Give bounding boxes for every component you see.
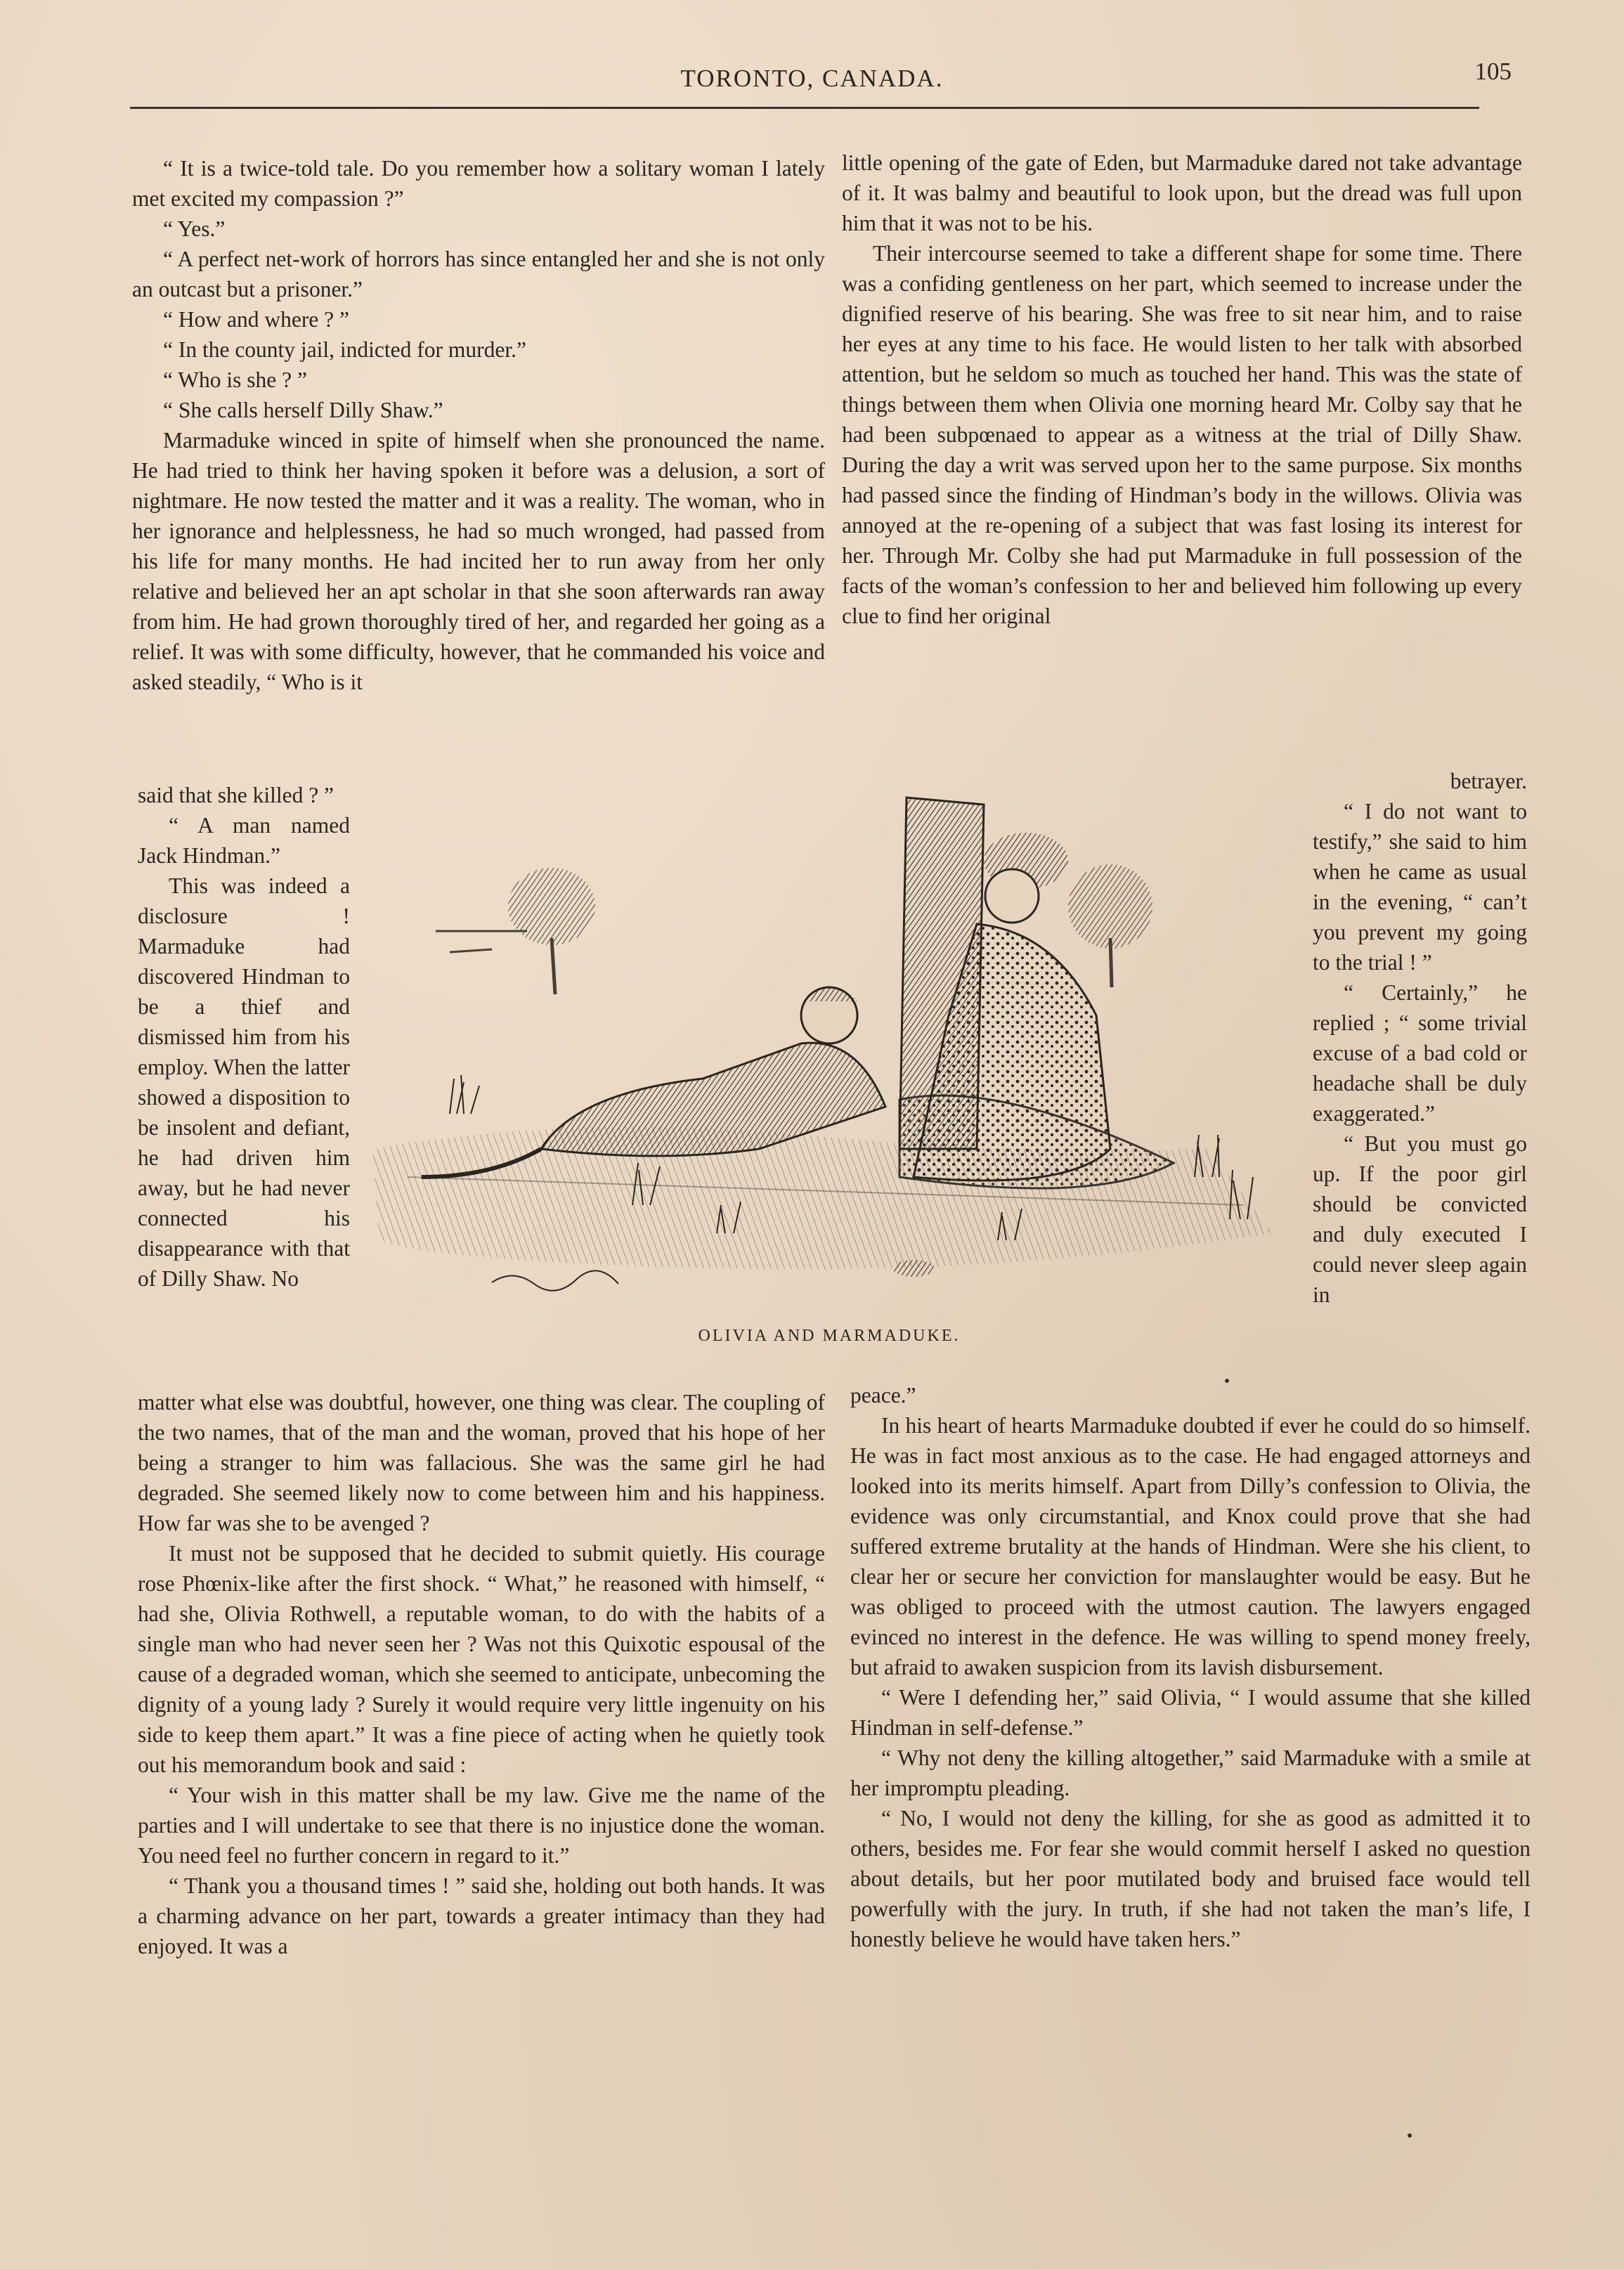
paragraph: “ It is a twice-told tale. Do you remember how a solitary woman I lately met excited my compassion ?”	[132, 156, 825, 211]
stray-mark	[1225, 1379, 1229, 1383]
paragraph: matter what else was doubtful, however, one thing was clear. The coupling of the two names, that of the man and the woman, proved that his hope of her being a stranger to him was fallacious. She was the same girl he had degraded. She seemed likely now to come between him and his happiness. How far was she to be avenged ?	[138, 1390, 825, 1535]
stray-mark	[1408, 2133, 1412, 2138]
paragraph: “ Certainly,” he replied ; “ some trivial excuse of a bad cold or headache shall be duly exaggerated.”	[1313, 980, 1527, 1126]
page-number: 105	[1474, 58, 1512, 85]
paragraph: “ No, I would not deny the killing, for she as good as admitted it to others, besides me. For fear she would commit herself I asked no question about details, but her poor mutilated body and bruised face would tell powerfully with the jury. In truth, if she had not taken the man’s life, I honestly believe he would have taken hers.”	[850, 1806, 1531, 1951]
paragraph: “ Yes.”	[163, 216, 226, 241]
header-rule	[130, 107, 1479, 109]
paragraph: little opening of the gate of Eden, but Marmaduke dared not take advantage of it. It was balmy and beautiful to look upon, but the dread was full upon him that it was not to be his.	[842, 150, 1522, 235]
paragraph: “ She calls herself Dilly Shaw.”	[163, 398, 443, 422]
paragraph: “ A perfect net-work of horrors has since entangled her and she is not only an outcast but a prisoner.”	[132, 247, 825, 301]
running-header: TORONTO, CANADA.	[680, 65, 944, 92]
paragraph: This was indeed a disclosure ! Marmaduke had discovered Hindman to be a thief and dismissed him from his employ. When the latter showed a disposition to be insolent and defiant, he had driven him away, but he had never connected his disappearance with that of Dilly Shaw. No	[138, 873, 350, 1291]
paragraph: It must not be supposed that he decided to submit quietly. His courage rose Phœnix-like after the first shock. “ What,” he reasoned with himself, “ had she, Olivia Rothwell, a reputable woman, to do with the habits of a single man who had never seen her ? Was not this Quixotic espousal of the cause of a degraded woman, which she seemed to anticipate, unbecoming the dignity of a young lady ? Surely it would require very little ingenuity on his side to keep them apart.” It was a fine piece of acting when he quietly took out his memorandum book and said :	[138, 1541, 825, 1777]
paragraph: Marmaduke winced in spite of himself when she pronounced the name. He had tried to think her having spoken it before was a delusion, a sort of nightmare. He now tested the matter and it was a reality. The woman, who in her ignorance and helplessness, he had so much wronged, had passed from his life for many months. He had incited her to run away from her only relative and believed her an apt scholar in that she soon afterwards ran away from him. He had grown thoroughly tired of her, and regarded her going as a relief. It was with some difficulty, however, that he commanded his voice and asked steadily, “ Who is it	[132, 428, 825, 694]
right-column-top	[842, 148, 1522, 631]
left-column-top	[132, 153, 825, 697]
paragraph: “ How and where ? ”	[163, 307, 349, 332]
paragraph: “ But you must go up. If the poor girl should be convicted and duly executed I could never sleep again in	[1313, 1131, 1527, 1307]
paragraph: said that she killed ? ”	[138, 783, 334, 807]
engraving-couple-under-tree-icon	[365, 784, 1293, 1318]
left-column-bottom	[138, 1387, 825, 1961]
illustration-caption: OLIVIA AND MARMADUKE.	[698, 1327, 961, 1345]
paragraph: In his heart of hearts Marmaduke doubted if ever he could do so himself. He was in fact most anxious as to the case. He had engaged attorneys and looked into its merits himself. Apart from Dilly’s confession to Olivia, the evidence was only circumstantial, and Knox could prove that she had suffered extreme brutality at the hands of Hindman. Were she his client, to clear her or secure her conviction for manslaughter would be easy. But he was obliged to proceed with the utmost caution. The lawyers engaged evinced no interest in the defence. He was willing to spend money freely, but afraid to awaken suspicion from its lavish disbursement.	[850, 1413, 1531, 1679]
paragraph: “ Thank you a thousand times ! ” said she, holding out both hands. It was a charming advance on her part, towards a greater intimacy than they had enjoyed. It was a	[138, 1873, 825, 1958]
paragraph: “ Were I defending her,” said Olivia, “ I would assume that she killed Hindman in self-defense.”	[850, 1685, 1531, 1740]
paragraph: peace.”	[850, 1383, 916, 1407]
paragraph: Their intercourse seemed to take a different shape for some time. There was a confiding gentleness on her part, which seemed to increase under the dignified reserve of his bearing. She was free to sit near him, and to raise her eyes at any time to his face. He would listen to her talk with absorbed attention, but he seldom so much as touched her hand. This was the state of things between them when Olivia one morning heard Mr. Colby say that he had been subpœnaed to appear as a witness at the trial of Dilly Shaw. During the day a writ was served upon her to the same purpose. Six months had passed since the finding of Hindman’s body in the willows. Olivia was annoyed at the re-opening of a subject that was fast losing its interest for her. Through Mr. Colby she had put Marmaduke in full possession of the facts of the woman’s confession to her and believed him following up every clue to find her original	[842, 241, 1522, 628]
paragraph: “ I do not want to testify,” she said to him when he came as usual in the evening, “ can’t you prevent my going to the trial ! ”	[1313, 799, 1527, 975]
paragraph: “ In the county jail, indicted for murder.”	[163, 337, 526, 362]
right-column-wrap	[1313, 766, 1527, 1310]
left-column-wrap	[138, 780, 350, 1294]
right-column-bottom	[850, 1380, 1531, 1954]
paragraph: “ A man named Jack Hindman.”	[138, 813, 350, 868]
paragraph: betrayer.	[1450, 769, 1527, 793]
paragraph: “ Your wish in this matter shall be my law. Give me the name of the parties and I will undertake to see that there is no injustice done the woman. You need feel no further concern in regard to it.”	[138, 1783, 825, 1868]
paragraph: “ Who is she ? ”	[163, 368, 307, 392]
paragraph: “ Why not deny the killing altogether,” said Marmaduke with a smile at her impromptu pleading.	[850, 1745, 1531, 1800]
